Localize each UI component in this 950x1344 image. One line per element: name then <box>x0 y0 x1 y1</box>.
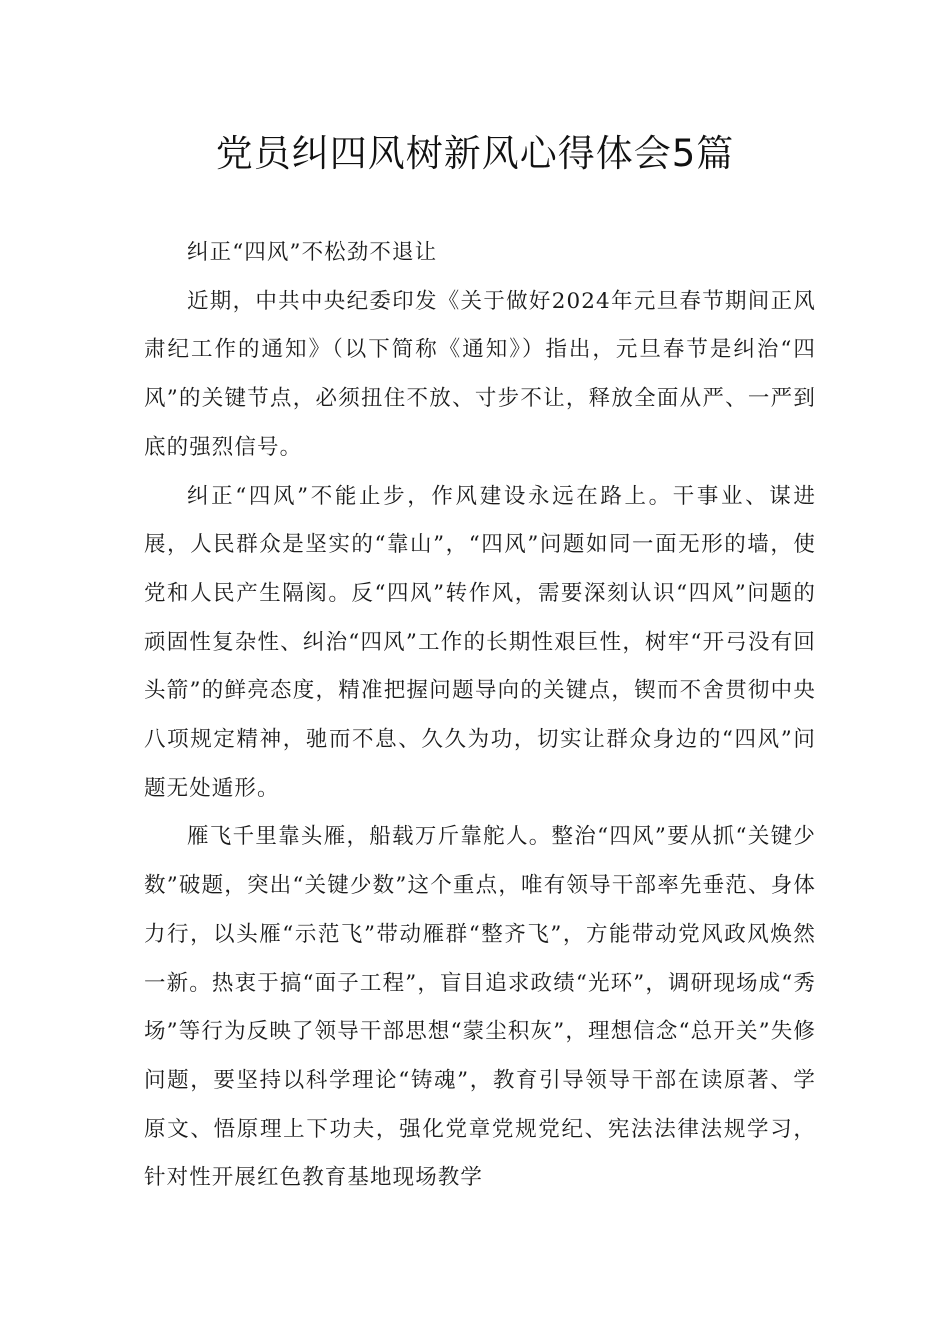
document-body <box>144 229 816 1203</box>
paragraph: 雁飞千里靠头雁，船载万斤靠舵人。整治“四风”要从抓“关键少数”破题，突出“关键少数”这个重点，唯有领导干部率先垂范、身体力行，以头雁“示范飞”带动雁群“整齐飞”，方能带动党风政风焕然一新。热衷于搞“面子工程”，盲目追求政绩“光环”，调研现场成“秀场”等行为反映了领导干部思想“蒙尘积灰”，理想信念“总开关”失修问题，要坚持以科学理论“铸魂”，教育引导领导干部在读原著、学原文、悟原理上下功夫，强化党章党规党纪、宪法法律法规学习，针对性开展红色教育基地现场教学 <box>144 824 816 1191</box>
paragraph-heading: 纠正“四风”不松劲不退让 <box>187 240 438 265</box>
paragraph: 近期，中共中央纪委印发《关于做好2024年元旦春节期间正风肃纪工作的通知》（以下简称《通知》）指出，元旦春节是纠治“四风”的关键节点，必须扭住不放、寸步不让，释放全面从严、一严到底的强烈信号。 <box>144 288 816 460</box>
document-title: 党员纠四风树新风心得体会5篇 <box>215 132 735 175</box>
paragraph: 纠正“四风”不能止步，作风建设永远在路上。干事业、谋进展，人民群众是坚实的“靠山”，“四风”问题如同一面无形的墙，使党和人民产生隔阂。反“四风”转作风，需要深刻认识“四风”问题的顽固性复杂性、纠治“四风”工作的长期性艰巨性，树牢“开弓没有回头箭”的鲜亮态度，精准把握问题导向的关键点，锲而不舍贯彻中央八项规定精神，驰而不息、久久为功，切实让群众身边的“四风”问题无处遁形。 <box>144 483 816 801</box>
